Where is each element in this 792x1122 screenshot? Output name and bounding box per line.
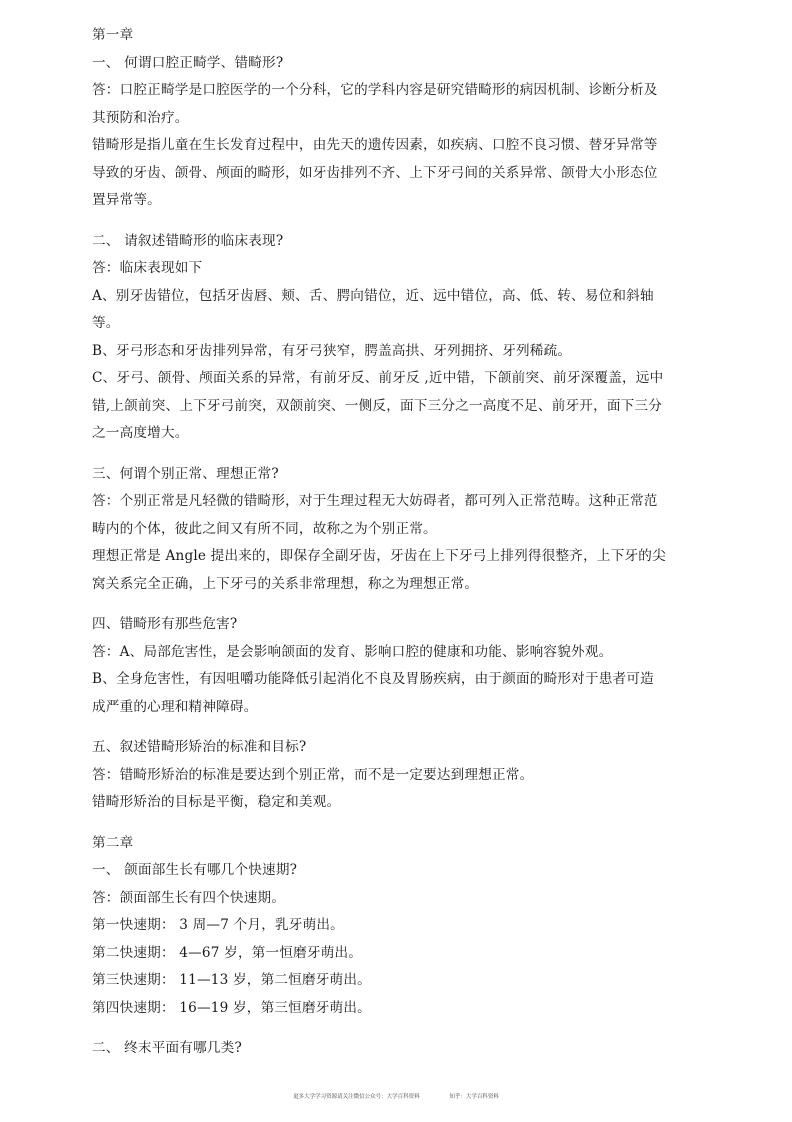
text-line: 答：口腔正畸学是口腔医学的一个分科，它的学科内容是研究错畸形的病因机制、诊断分析及 bbox=[92, 82, 658, 98]
text-line: 之一高度增大。 bbox=[92, 425, 189, 441]
footer-zhihu-note: 知乎：大学百科资料 bbox=[449, 1094, 499, 1100]
text-line: 二、 终末平面有哪几类? bbox=[92, 1040, 242, 1056]
text-line: 第二章 bbox=[92, 834, 134, 851]
footer-wechat-note: 更多大学学习资源请关注微信公众号：大学百科资料 bbox=[293, 1094, 420, 1100]
paragraph-gap bbox=[92, 1022, 742, 1035]
text-line: 成严重的心理和精神障碍。 bbox=[92, 698, 258, 715]
text-line: B、牙弓形态和牙齿排列异常，有牙弓狭窄，腭盖高拱、牙列拥挤、牙列稀疏。 bbox=[92, 342, 572, 359]
text-line: 四、错畸形有那些危害? bbox=[92, 616, 238, 632]
text-line: 第一快速期： 3 周—7 个月，乳牙萌出。 bbox=[92, 917, 344, 933]
paragraph-gap bbox=[92, 215, 742, 228]
text-line: 导致的牙齿、颌骨、颅面的畸形，如牙齿排列不齐、上下牙弓间的关系异常、颌骨大小形态位 bbox=[92, 164, 658, 181]
text-line: 畴内的个体，彼此之间又有所不同，故称之为个别正常。 bbox=[92, 520, 437, 537]
text-line: 答：错畸形矫治的标准是要达到个别正常，而不是一定要达到理想正常。 bbox=[92, 766, 534, 783]
paragraph-gap bbox=[92, 817, 742, 830]
text-line: 窝关系完全正确，上下牙弓的关系非常理想，称之为理想正常。 bbox=[92, 575, 479, 592]
text-line: 一、 颌面部生长有哪几个快速期? bbox=[92, 862, 298, 878]
text-line: 理想正常是 Angle 提出来的，即保存全副牙齿，牙齿在上下牙弓上排列得很整齐，上下牙的尖 bbox=[92, 548, 666, 564]
text-line: 五、叙述错畸形矫治的标准和目标? bbox=[92, 739, 307, 755]
text-line: 错,上颌前突、上下牙弓前突，双颌前突、一侧反，面下三分之一高度不足、前牙开，面下三分 bbox=[92, 397, 663, 414]
text-line: 置异常等。 bbox=[92, 192, 161, 208]
text-line: 其预防和治疗。 bbox=[92, 109, 189, 126]
text-line: 第二快速期： 4—67 岁，第一恒磨牙萌出。 bbox=[92, 944, 363, 961]
text-line: 错畸形矫治的目标是平衡，稳定和美观。 bbox=[92, 794, 341, 810]
text-line: 等。 bbox=[92, 315, 120, 331]
text-line: C、牙弓、颌骨、颅面关系的异常，有前牙反、前牙反 ,近中错，下颌前突、前牙深覆盖，远中 bbox=[92, 370, 664, 386]
text-line: 二、 请叙述错畸形的临床表现? bbox=[92, 232, 284, 249]
text-line: 错畸形是指儿童在生长发育过程中，由先天的遗传因素，如疾病、口腔不良习惯、替牙异常等 bbox=[92, 137, 658, 153]
text-line: 第三快速期： 11—13 岁，第二恒磨牙萌出。 bbox=[92, 972, 371, 988]
text-line: 第一章 bbox=[92, 27, 134, 43]
text-line: B、全身危害性，有因咀嚼功能降低引起消化不良及胃肠疾病，由于颜面的畸形对于患者可造 bbox=[92, 671, 654, 687]
paragraph-gap bbox=[92, 598, 742, 611]
paragraph-gap bbox=[92, 721, 742, 734]
text-line: 答：颌面部生长有四个快速期。 bbox=[92, 889, 286, 906]
text-line: 答：临床表现如下 bbox=[92, 260, 203, 276]
text-line: 第四快速期： 16—19 岁，第三恒磨牙萌出。 bbox=[92, 999, 371, 1016]
page-footer bbox=[0, 1092, 792, 1100]
document-body bbox=[92, 22, 742, 1063]
text-line: 答：A、局部危害性，是会影响颌面的发育、影响口腔的健康和功能、影响容貌外观。 bbox=[92, 643, 613, 660]
text-line: 答：个别正常是凡轻微的错畸形，对于生理过程无大妨碍者，都可列入正常范畴。这种正常范 bbox=[92, 493, 658, 509]
paragraph-gap bbox=[92, 448, 742, 461]
text-line: A、别牙齿错位，包括牙齿唇、颊、舌、腭向错位，近、远中错位，高、低、转、易位和斜轴 bbox=[92, 287, 654, 304]
text-line: 一、 何谓口腔正畸学、错畸形? bbox=[92, 54, 284, 71]
text-line: 三、何谓个别正常、理想正常? bbox=[92, 465, 279, 482]
